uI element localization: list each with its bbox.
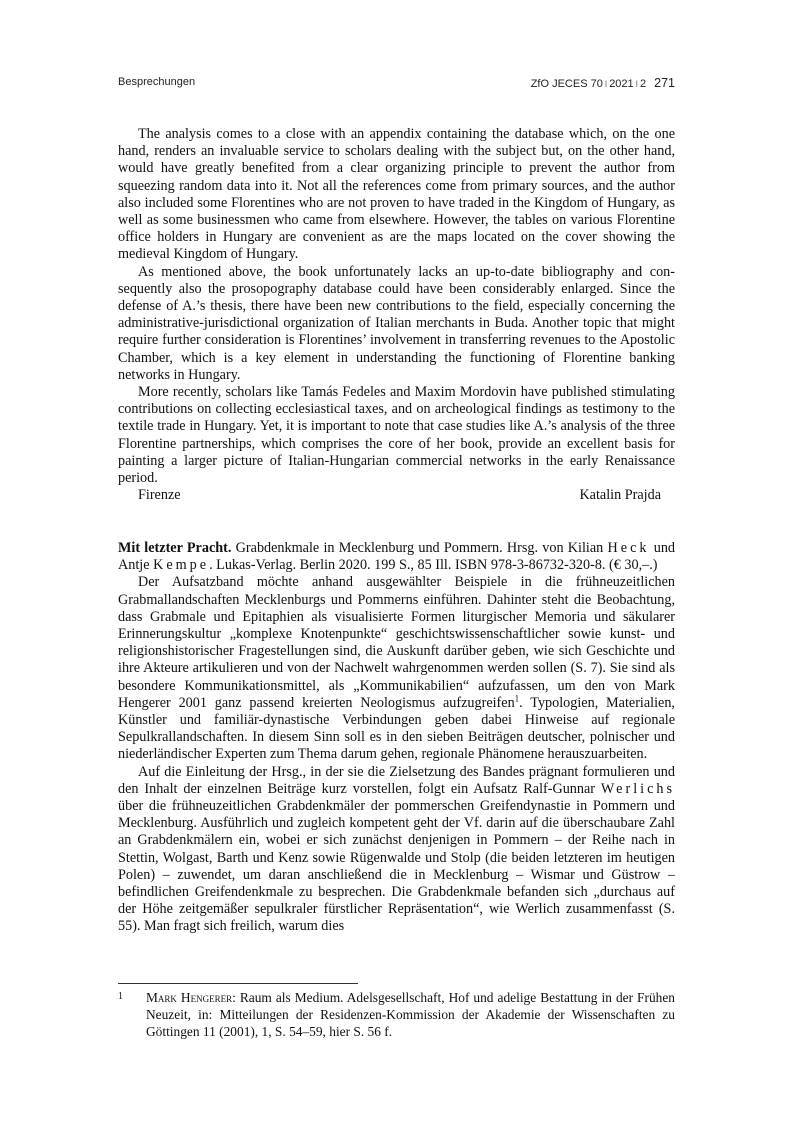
footnote-ref[interactable]: 1 bbox=[514, 693, 520, 704]
editor-name: Heck bbox=[607, 540, 650, 556]
separator-icon: ǀ bbox=[635, 79, 639, 89]
paragraph: More recently, scholars like Tamás Fedeles and Maxim Mordovin have published stimulating contributions on collecting ecclesiastical taxes, and on archeological findings as testimony to the textile trade in Hungary. Yet, it is important to note that case studies like A.’s analysis of the three Florentine partnerships, which comprises the core of her book, provide an excellent basis for painting a larger picture of Italian-Hungarian commercial networks in the early Renaissance period. bbox=[118, 384, 675, 487]
paragraph: Der Aufsatzband möchte anhand ausgewählter Beispiele in die frühneuzeitlichen Grabmallandschaften Mecklenburgs und Pommerns einführen. Dahinter steht die Beobachtung, dass Grabmale und Epitaphien als visualisierte Formen liturgischer Memoria und säkularer Erinnerungskultur „komplexe Knotenpunkte“ geschichtswissenschaftlicher sowie kunst- und religionshistorischer Fragestellungen sind, die Auskunft darüber geben, wie sich Geschichte und ihre Akteure artikulieren und von der Nachwelt wahrgenommen werden sollen (S. 7). Sie sind als besondere Kommunikationsmittel, als „Kommunikabilien“ aufzufassen, um den von Mark Hengerer 2001 ganz passend kreierten Neologismus aufzugreifen$^1$. Typologien, Materialien, Künstler und familiär-dynastische Verbindungen geben dabei Hinweise auf regionale Sepulkrallandschaften. In diesem Sinn soll es in den sieben Beiträgen deutscher, polnischer und niederländischer Experten zum Thema darum gehen, regionale Phänomene herauszuarbeiten. bbox=[118, 574, 675, 763]
editor-name: Kempe bbox=[153, 557, 210, 574]
journal-volume: ZfO JECES 70 bbox=[530, 78, 603, 90]
footnote-number: 1 bbox=[118, 991, 123, 1002]
separator-icon: ǀ bbox=[604, 79, 608, 89]
footnote-author: Mark Hengerer bbox=[146, 990, 233, 1005]
running-header bbox=[118, 76, 675, 96]
publication-info: . Lukas-Verlag. Berlin 2020. 199 S., 85 Ill. ISBN 978-3-86732-320-8. (€ 30,–.) bbox=[209, 557, 658, 574]
review-german bbox=[118, 540, 675, 936]
reviewer-name: Katalin Prajda bbox=[579, 487, 661, 504]
section-title: Besprechungen bbox=[118, 76, 196, 88]
footnote bbox=[118, 990, 675, 1040]
review-signature bbox=[118, 487, 675, 504]
journal-issue: 2 bbox=[640, 78, 647, 90]
footnote-divider bbox=[118, 983, 358, 984]
journal-info bbox=[531, 76, 675, 90]
paragraph: As mentioned above, the book unfortunately lacks an up-to-date bibliography and consequently also the prosopography database could have been considerably enlarged. Since the defense of A.’s thesis, there have been new contributions to the field, especially concerning the administrative-jurisdictional organization of Italian merchants in Buda. Another topic that might require further consideration is Florentines’ involvement in transferring revenues to the Apostolic Chamber, which is a key element in understanding the functioning of Florentine banking networks in Hungary. bbox=[118, 263, 675, 383]
paragraph: The analysis comes to a close with an appendix containing the database which, on the one hand, renders an invaluable service to scholars dealing with the subject but, on the other hand, would have greatly benefited from a clear organizing principle to prevent the author from squeezing random data into it. Not all the references come from primary sources, and the author also included some Florentines who are not proven to have traded in the Kingdom of Hungary, as well as some businessmen who came from elsewhere. However, the tables on various Florentine office holders in Hungary are convenient as are the maps located on the cover showing the medieval Kingdom of Hungary. bbox=[118, 126, 675, 263]
footnote-text: Mark Hengerer: Raum als Medium. Adelsgesellschaft, Hof und adelige Bestattung in der Frühen Neuzeit, in: Mitteilungen der Residenzen-Kommission der Akademie der Wissenschaften zu Göttingen 11 (2001), 1, S. 54–59, hier S. 56 f. bbox=[146, 990, 675, 1039]
page-number: 271 bbox=[654, 76, 675, 90]
reviewer-place: Firenze bbox=[138, 487, 181, 504]
journal-year: 2021 bbox=[609, 78, 634, 90]
review-english bbox=[118, 126, 675, 504]
book-citation: Mit letzter Pracht. Grabdenkmale in Mecklenburg und Pommern. Hrsg. von Kilian Heck und Antje Kempe. Lukas-Verlag. Berlin 2020. 199 S., 85 Ill. ISBN 978-3-86732-320-8. (€ 30,–.) bbox=[118, 540, 676, 574]
book-title: Mit letzter Pracht. bbox=[118, 540, 232, 556]
paragraph: Auf die Einleitung der Hrsg., in der sie die Zielsetzung des Bandes prägnant formulieren und den Inhalt der einzelnen Beiträge kurz vorstellen, folgt ein Aufsatz Ralf-Gunnar Werlichs über die frühneuzeitlichen Grabdenkmäler der pommerschen Greifendynastie in Pommern und Mecklenburg. Ausführlich und zugleich kompetent geht der Vf. darin auf die überschaubare Zahl an Grabdenkmälern ein, wobei er sich zunächst denjenigen in Pommern – der Reihe nach in Stettin, Wolgast, Barth und Kenz sowie Rügenwalde und Stolp (die beiden letzteren im heutigen Polen) – zuwendet, um daran anschließend die in Mecklenburg – Wismar und Güstrow – befindlichen Greifendenkmale zu besprechen. Die Grabdenkmale befanden sich „durchaus auf der Höhe zeitgemäßer sepulkraler fürstlicher Repräsentation“, wie Werlich zusammenfasst (S. 55). Man fragt sich freilich, warum dies bbox=[118, 763, 675, 935]
author-name: Werlichs bbox=[600, 780, 675, 797]
